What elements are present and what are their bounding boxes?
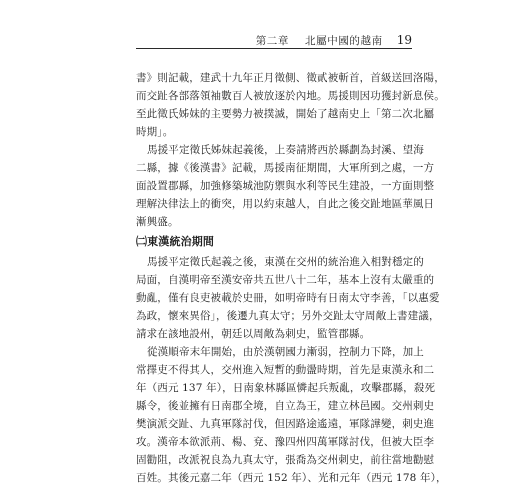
text-line: 固勸阻，改派祝良為九真太守，張喬為交州刺史，前往當地勸慰 <box>136 454 435 466</box>
chapter-label: 第二章 <box>255 35 290 47</box>
text-line: 局面，自漢明帝至漢安帝共五世八十二年，基本上沒有太嚴重的 <box>136 274 435 286</box>
text-line: 理解決律法上的衝突，用以約束越人，自此之後交趾地區華風日 <box>136 198 435 210</box>
text-line: 縣令，後並擁有日南郡全境，自立為王，建立林邑國。交州刺史 <box>136 400 435 412</box>
text-line: 漸興盛。 <box>136 216 179 228</box>
running-header <box>136 33 412 48</box>
text-line: 樊演派交趾、九真軍隊討伐，但因路途遙遠，軍隊譁變，刺史進 <box>136 418 435 430</box>
text-line: 百姓。其後元嘉二年（西元 152 年）、光和元年（西元 178 年）， <box>136 472 447 484</box>
text-line: 動亂，僅有良吏被載於史冊，如明帝時有日南太守李善，「以惠愛 <box>136 292 440 304</box>
text-line: 馬援平定徵氏起義之後，東漢在交州的統治進入相對穩定的 <box>147 256 424 268</box>
text-line: 常擇吏不得其人，交州進入短暫的動盪時期，首先是東漢永和二 <box>136 364 435 376</box>
text-line: 時期」。 <box>136 126 174 138</box>
text-line: 馬援平定徵氏姊妹起義後，上奏請將西於縣劃為封溪、望海 <box>147 144 424 156</box>
text-line: 年（西元 137 年），日南象林縣區憐起兵叛亂，攻擊郡縣，殺死 <box>136 382 436 394</box>
text-line: 至此徵氏姊妹的主要勢力被撲滅，開始了越南史上「第二次北屬 <box>136 108 435 120</box>
text-line: 為政，懷來異俗」，後遷九真太守；另外交趾太守周敞上書建議， <box>136 310 440 322</box>
page-number: 19 <box>396 33 412 47</box>
text-line: 從漢順帝末年開始，由於漢朝國力漸弱，控制力下降，加上 <box>147 346 424 358</box>
text-line: 攻。漢帝本欲派荊、楊、兗、豫四州四萬軍隊討伐，但被大臣李 <box>136 436 435 448</box>
chapter-title: 北屬中國的越南 <box>305 35 383 47</box>
header-rule <box>136 48 412 49</box>
text-line: 二縣，據《後漢書》記載，馬援南征期間，大軍所到之處，一方 <box>136 162 435 174</box>
text-line: 請求在該地設州，朝廷以周敞為刺史，監管郡縣。 <box>136 328 371 340</box>
section-heading: ㈡東漢統治期間 <box>136 235 215 248</box>
text-line: 書》則記載，建武十九年正月徵側、徵貳被斬首，首級送回洛陽， <box>136 72 445 84</box>
text-line: 面設置郡縣，加強修築城池防禦與水利等民生建設，一方面則整 <box>136 180 435 192</box>
text-line: 而交趾各部落領袖數百人被放逐於內地。馬援則因功獲封新息侯。 <box>136 90 445 102</box>
